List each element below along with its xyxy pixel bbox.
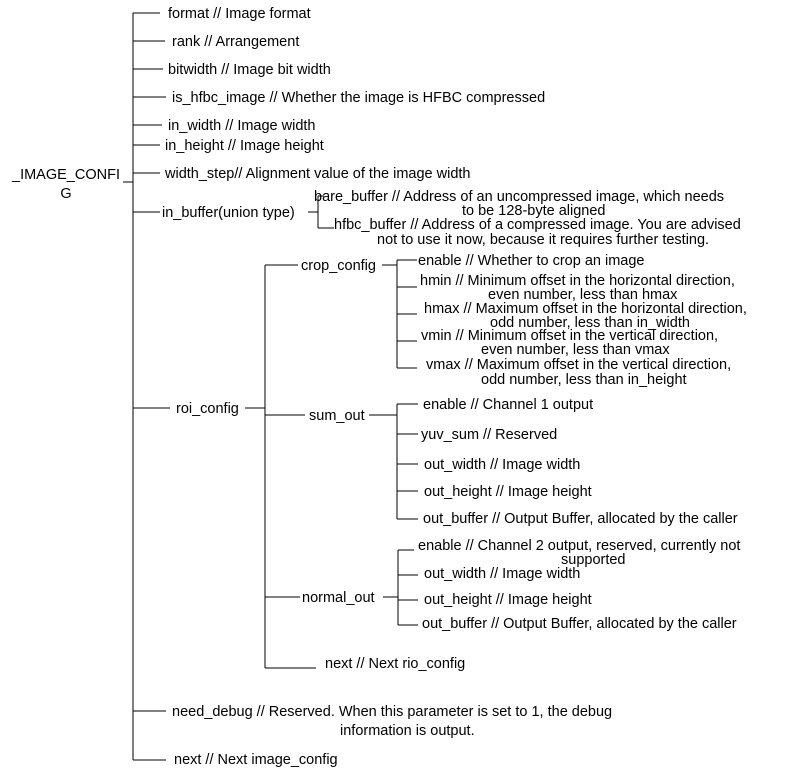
node-normal-out: normal_out: [302, 590, 375, 606]
node-next: next // Next image_config: [174, 752, 338, 768]
node-width-step: width_step// Alignment value of the image width: [165, 166, 471, 182]
node-need-debug-line2: information is output.: [340, 723, 475, 739]
node-normal-out-height: out_height // Image height: [424, 592, 592, 608]
node-hmax-line2: odd number, less than in_width: [490, 315, 690, 331]
node-in-width: in_width // Image width: [168, 118, 316, 134]
node-format: format // Image format: [168, 6, 311, 22]
node-crop-config: crop_config: [301, 258, 376, 274]
node-sum-out-height: out_height // Image height: [424, 484, 592, 500]
node-roi-next: next // Next rio_config: [325, 656, 466, 672]
node-sum-out: sum_out: [309, 408, 365, 424]
node-vmin-line2: even number, less than vmax: [481, 342, 670, 358]
root-label-line1: _IMAGE_CONFI: [12, 167, 120, 183]
node-roi-config: roi_config: [176, 401, 239, 417]
node-sum-enable: enable // Channel 1 output: [423, 397, 594, 413]
node-bitwidth: bitwidth // Image bit width: [168, 62, 331, 78]
node-is-hfbc-image: is_hfbc_image // Whether the image is HFBC compressed: [172, 90, 546, 106]
node-yuv-sum: yuv_sum // Reserved: [421, 427, 558, 443]
node-bare-buffer-line1: bare_buffer // Address of an uncompressed image, which needs: [314, 189, 725, 205]
node-normal-enable-line2: supported: [561, 552, 626, 568]
node-vmax-line1: vmax // Maximum offset in the vertical direction,: [426, 357, 732, 373]
node-normal-out-width: out_width // Image width: [424, 566, 581, 582]
node-hmin-line1: hmin // Minimum offset in the horizontal direction,: [420, 273, 735, 289]
node-rank: rank // Arrangement: [172, 34, 300, 50]
node-normal-enable-line1: enable // Channel 2 output, reserved, currently not: [418, 538, 741, 554]
node-sum-out-width: out_width // Image width: [424, 457, 581, 473]
node-bare-buffer-line2: to be 128-byte aligned: [462, 203, 606, 219]
node-vmin-line1: vmin // Minimum offset in the vertical direction,: [421, 328, 719, 344]
root-label-line2: G: [60, 186, 72, 202]
node-in-buffer: in_buffer(union type): [162, 205, 295, 221]
node-hmin-line2: even number, less than hmax: [488, 287, 678, 303]
node-normal-out-buffer: out_buffer // Output Buffer, allocated by the caller: [422, 616, 737, 632]
node-crop-enable: enable // Whether to crop an image: [418, 253, 645, 269]
node-hfbc-buffer-line1: hfbc_buffer // Address of a compressed image. You are advised: [334, 217, 741, 233]
node-vmax-line2: odd number, less than in_height: [481, 372, 687, 388]
node-sum-out-buffer: out_buffer // Output Buffer, allocated by the caller: [423, 511, 738, 527]
node-hfbc-buffer-line2: not to use it now, because it requires further testing.: [377, 232, 710, 248]
node-in-height: in_height // Image height: [165, 138, 324, 154]
node-hmax-line1: hmax // Maximum offset in the horizontal direction,: [424, 301, 747, 317]
node-need-debug-line1: need_debug // Reserved. When this parameter is set to 1, the debug: [172, 704, 613, 720]
